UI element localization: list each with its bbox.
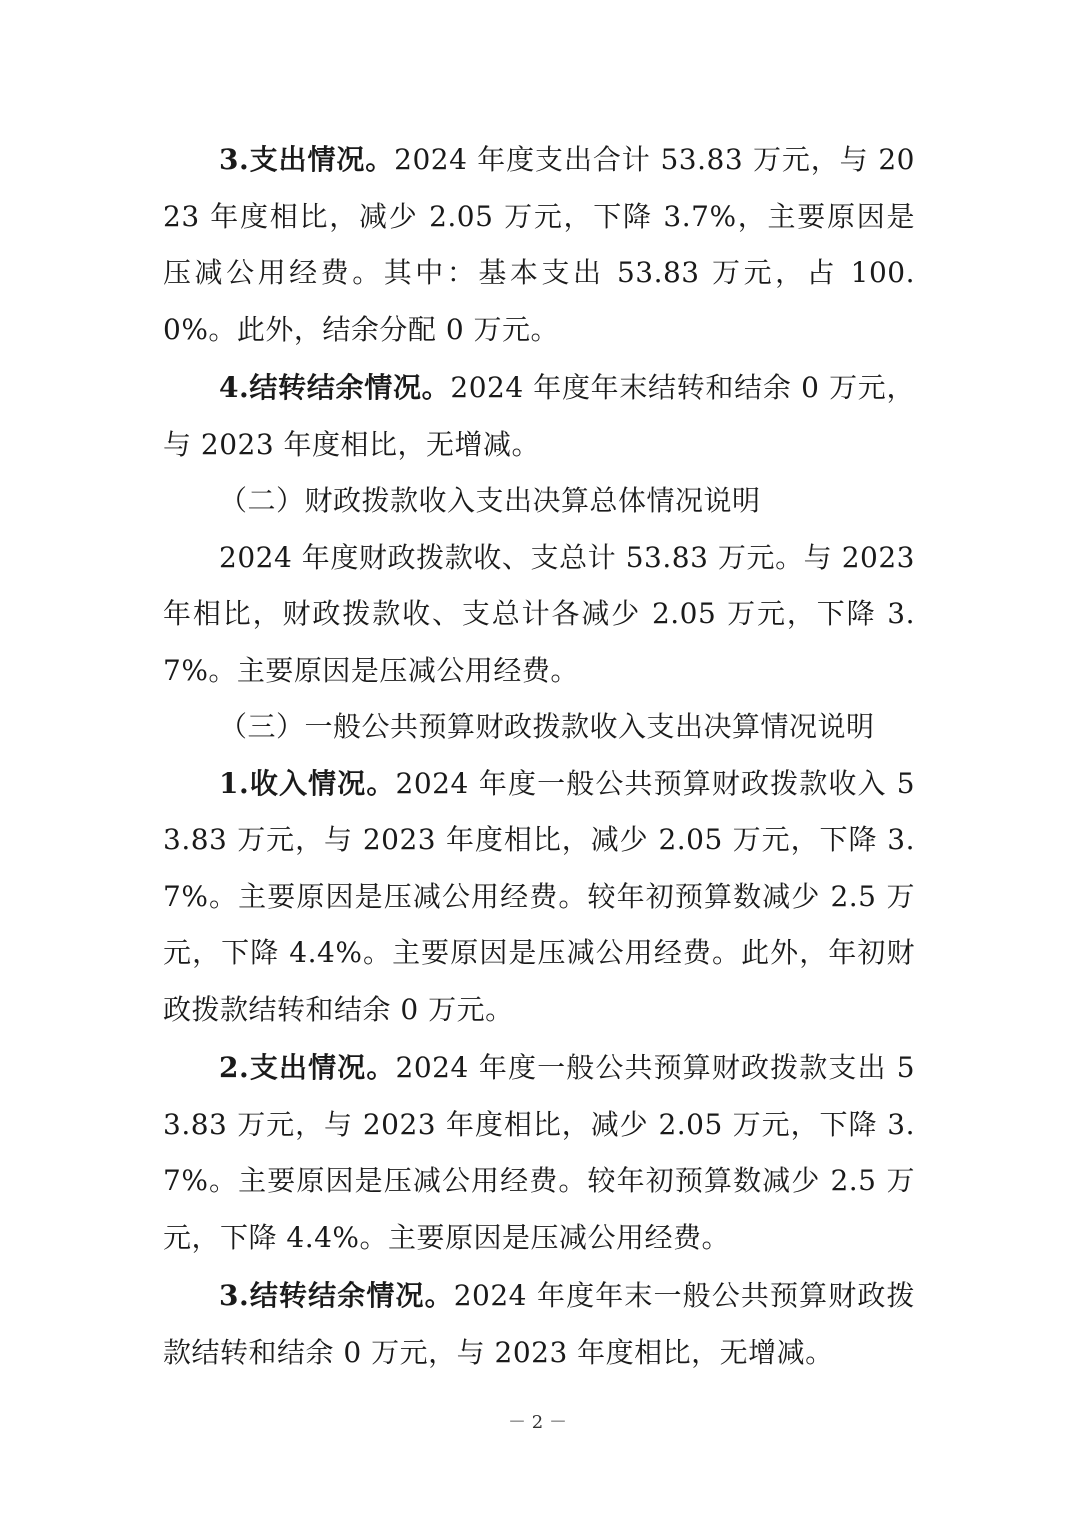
paragraph-text: 2024 年度年末结转和结余 0 万元，与 2023 年度相比，无增减。: [163, 371, 916, 461]
section-3-income: [163, 756, 915, 1039]
paragraph-lead: 3.结转结余情况。: [219, 1279, 454, 1312]
document-body: [163, 132, 915, 1381]
paragraph-text: 2024 年度支出合计 53.83 万元，与 2023 年度相比，减少 2.05 万元，下降 3.7%，主要原因是压减公用经费。其中：基本支出 53.83 万元，占 100.0%。此外，结余分配 0 万元。: [163, 143, 915, 346]
section-3-carryover: [163, 1268, 915, 1381]
paragraph-text: 2024 年度一般公共预算财政拨款支出 53.83 万元，与 2023 年度相比，减少 2.05 万元，下降 3.7%。主要原因是压减公用经费。较年初预算数减少 2.5 万元，下降 4.4%。主要原因是压减公用经费。: [163, 1051, 916, 1254]
section-heading-2: （二）财政拨款收入支出决算总体情况说明: [219, 484, 761, 517]
page-number: － 2 －: [508, 1412, 567, 1433]
paragraph-lead: 4.结转结余情况。: [219, 371, 451, 404]
paragraph-lead: 2.支出情况。: [219, 1051, 396, 1084]
section-heading-3: （三）一般公共预算财政拨款收入支出决算情况说明: [219, 710, 875, 743]
paragraph-expenditure: [163, 132, 915, 358]
paragraph-carryover: [163, 360, 915, 473]
paragraph-text: 2024 年度一般公共预算财政拨款收入 53.83 万元，与 2023 年度相比，减少 2.05 万元，下降 3.7%。主要原因是压减公用经费。较年初预算数减少 2.5 万元，下降 4.4%。主要原因是压减公用经费。此外，年初财政拨款结转和结余 0 万元。: [163, 766, 916, 1026]
section-3-expenditure: [163, 1040, 915, 1266]
paragraph-lead: 1.收入情况。: [219, 766, 396, 800]
paragraph-text: 2024 年度年末一般公共预算财政拨款结转和结余 0 万元，与 2023 年度相比，无增减。: [163, 1279, 915, 1369]
paragraph-lead: 3.支出情况。: [219, 143, 395, 176]
section-2-body: 2024 年度财政拨款收、支总计 53.83 万元。与 2023 年相比，财政拨款收、支总计各减少 2.05 万元，下降 3.7%。主要原因是压减公用经费。: [163, 540, 915, 687]
